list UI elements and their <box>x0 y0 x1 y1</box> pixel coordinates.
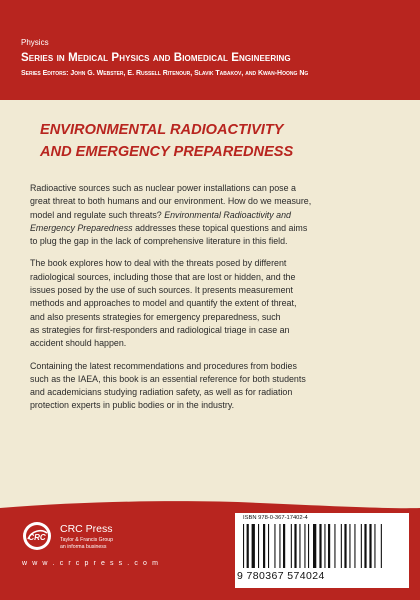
barcode-bar <box>319 524 321 568</box>
isbn-label: ISBN 978-0-367-17402-4 <box>243 515 308 521</box>
barcode-bar <box>324 524 325 568</box>
isbn-digits: 9 780367 574024 <box>237 570 325 582</box>
description-line: accident should happen. <box>30 338 127 349</box>
description-text: model and regulate such threats? <box>30 209 162 220</box>
description-line: radiological sources, including those that are lost or hidden, and the <box>30 271 296 282</box>
barcode-bar <box>252 524 255 568</box>
barcode-bar <box>369 524 371 568</box>
series-editors: Series Editors: John G. Webster, E. Russell Ritenour, Slavik Tabakov, and Kwan-Hoong Ng <box>21 70 309 77</box>
publisher-name: CRC Press <box>60 523 113 535</box>
description-line: and also presents strategies for emergency preparedness, such <box>30 311 281 322</box>
book-title-italic: Emergency Preparedness <box>30 222 133 233</box>
description-line: great threat to both humans and our environment. How do we measure, <box>30 196 312 207</box>
publisher-business: an informa business <box>60 544 107 550</box>
description-line: and academicians studying radiation safety, as well as for radiation <box>30 387 293 398</box>
series-title: Series in Medical Physics and Biomedical Engineering <box>21 52 291 64</box>
barcode-bar <box>364 524 366 568</box>
publisher-group: Taylor & Francis Group <box>60 537 114 543</box>
description-line: The book explores how to deal with the threats posed by different <box>30 258 287 269</box>
barcode <box>241 524 403 570</box>
barcode-bar <box>344 524 346 568</box>
barcode-bar <box>361 524 362 568</box>
publisher-url: w w w . c r c p r e s s . c o m <box>22 560 160 567</box>
barcode-box <box>235 513 409 588</box>
description-line: as strategies for first-responders and radiological triage in case an <box>30 324 290 335</box>
barcode-bar <box>294 524 296 568</box>
book-title-line-1: ENVIRONMENTAL RADIOACTIVITY <box>40 122 284 138</box>
book-title-italic: Environmental Radioactivity and <box>164 209 291 220</box>
description-line: issues posed by the use of such sources. It presents measurement <box>30 285 293 296</box>
barcode-bar <box>263 524 265 568</box>
description-line: Containing the latest recommendations and procedures from bodies <box>30 360 297 371</box>
barcode-bar <box>334 524 335 568</box>
barcode-bar <box>304 524 305 568</box>
barcode-bar <box>299 524 300 568</box>
crc-press-logo-icon <box>22 521 52 551</box>
barcode-bar <box>328 524 330 568</box>
barcode-bar <box>354 524 355 568</box>
barcode-bar <box>274 524 275 568</box>
barcode-bar <box>341 524 342 568</box>
description-line: methods and approaches to model and quantify the extent of threat, <box>30 298 297 309</box>
barcode-bar <box>283 524 285 568</box>
subject-label: Physics <box>21 38 49 47</box>
barcode-bar <box>381 524 382 568</box>
barcode-bar <box>313 524 316 568</box>
barcode-bar <box>243 524 244 568</box>
barcode-bar <box>268 524 269 568</box>
description-line: to plug the gap in the lack of comprehensive literature in this field. <box>30 236 288 247</box>
logo-letters: CRC <box>28 533 46 542</box>
barcode-bar <box>349 524 350 568</box>
book-title-line-2: AND EMERGENCY PREPAREDNESS <box>40 144 294 160</box>
barcode-bar <box>247 524 249 568</box>
description-line: Radioactive sources such as nuclear power installations can pose a <box>30 183 296 193</box>
barcode-bar <box>258 524 259 568</box>
barcode-bar <box>279 524 280 568</box>
barcode-bar <box>374 524 375 568</box>
description-text: addresses these topical questions and aims <box>135 222 308 233</box>
barcode-bar <box>291 524 292 568</box>
description-line: such as the IAEA, this book is an essential reference for both students <box>30 373 306 384</box>
description-line: protection experts in public bodies or in the industry. <box>30 400 235 411</box>
barcode-bar <box>308 524 309 568</box>
